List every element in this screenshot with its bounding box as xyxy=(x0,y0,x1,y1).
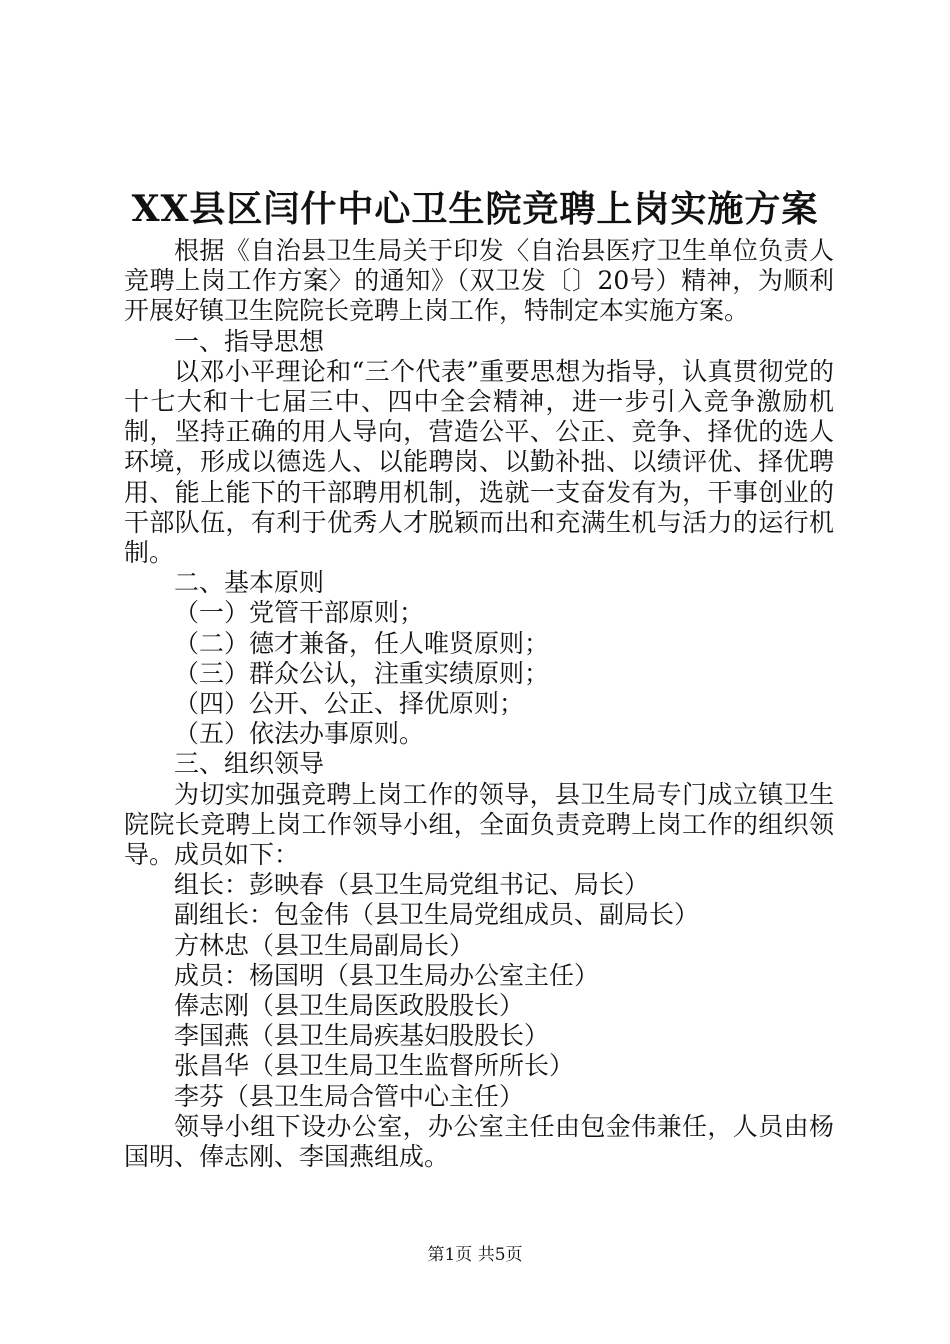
member-line: 俸志刚（县卫生局医政股股长） xyxy=(174,991,525,1021)
document-title: XX县区闫什中心卫生院竞聘上岗实施方案 xyxy=(131,188,819,230)
principle-item: （四）公开、公正、择优原则； xyxy=(174,689,525,719)
principle-item: （五）依法办事原则。 xyxy=(174,719,425,749)
member-line: 方林忠（县卫生局副局长） xyxy=(174,930,475,960)
principle-item: （一）党管干部原则； xyxy=(174,598,425,628)
organization-paragraph: 为切实加强竞聘上岗工作的领导，县卫生局专门成立镇卫生院院长竞聘上岗工作领导小组，全面负责竞聘上岗工作的组织领导。成员如下： xyxy=(124,779,834,870)
member-line: 李国燕（县卫生局疾基妇股股长） xyxy=(174,1021,550,1051)
member-line: 李芬（县卫生局合管中心主任） xyxy=(174,1081,525,1111)
document-body xyxy=(124,236,834,1172)
page-number-footer: 第1页 共5页 xyxy=(427,1245,523,1265)
section-heading-basic-principles: 二、基本原则 xyxy=(174,568,325,598)
intro-paragraph: 根据《自治县卫生局关于印发〈自治县医疗卫生单位负责人竞聘上岗工作方案〉的通知》（双卫发〔〕20号）精神，为顺利开展好镇卫生院院长竞聘上岗工作，特制定本实施方案。 xyxy=(124,236,834,326)
guiding-thought-paragraph: 以邓小平理论和“三个代表”重要思想为指导，认真贯彻党的十七大和十七届三中、四中全会精神，进一步引入竞争激励机制，坚持正确的用人导向，营造公平、公正、竞争、择优的选人环境，形成以德选人、以能聘岗、以勤补拙、以绩评优、择优聘用、能上能下的干部聘用机制，选就一支奋发有为，干事创业的干部队伍，有利于优秀人才脱颖而出和充满生机与活力的运行机制。 xyxy=(124,356,834,568)
section-heading-organization: 三、组织领导 xyxy=(174,749,325,779)
member-line: 成员：杨国明（县卫生局办公室主任） xyxy=(174,960,600,990)
principle-item: （三）群众公认，注重实绩原则； xyxy=(174,658,550,688)
principle-item: （二）德才兼备，任人唯贤原则； xyxy=(174,628,550,658)
section-heading-guiding-thought: 一、指导思想 xyxy=(174,326,325,356)
member-line: 组长：彭映春（县卫生局党组书记、局长） xyxy=(174,870,650,900)
office-paragraph: 领导小组下设办公室，办公室主任由包金伟兼任，人员由杨国明、俸志刚、李国燕组成。 xyxy=(124,1111,834,1172)
member-line: 张昌华（县卫生局卫生监督所所长） xyxy=(174,1051,575,1081)
member-line: 副组长：包金伟（县卫生局党组成员、副局长） xyxy=(174,900,700,930)
